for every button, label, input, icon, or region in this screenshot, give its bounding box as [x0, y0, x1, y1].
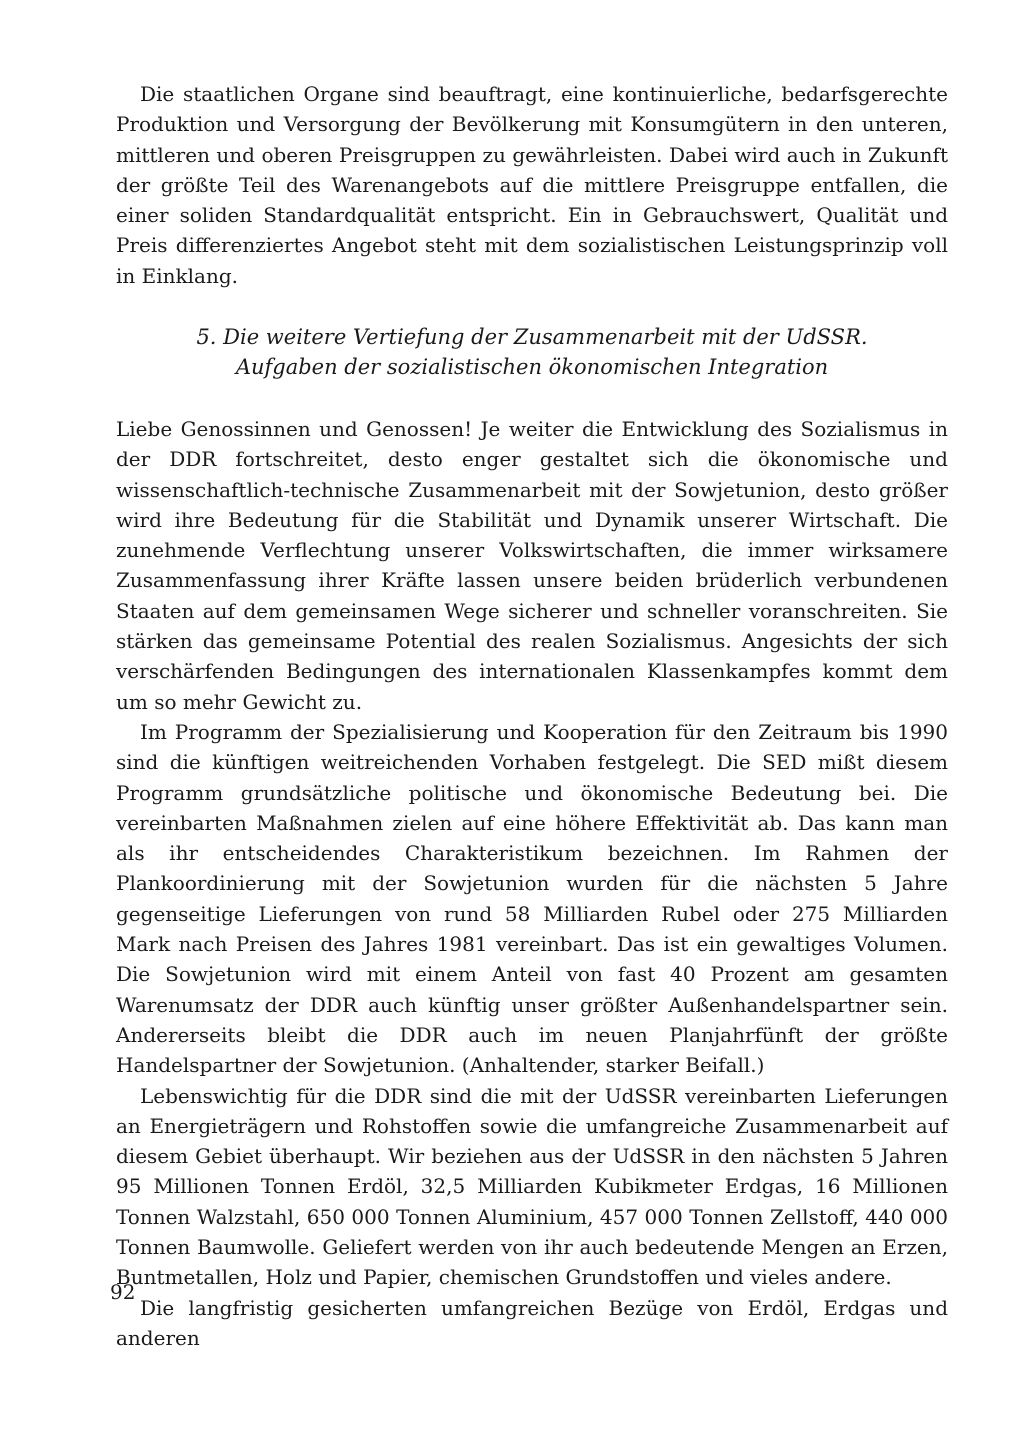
body-paragraph-1: Liebe Genossinnen und Genossen! Je weiter die Entwicklung des Sozialismus in der DDR fortschreitet, desto enger gestaltet sich die ökonomische und wissenschaftlich-technische Zusammenarbeit mit der Sowjetunion, desto größer wird ihre Bedeutung für die Stabilität und Dynamik unserer Wirtschaft. Die zunehmende Verflechtung unserer Volkswirtschaften, die immer wirksamere Zusammenfassung ihrer Kräfte lassen unsere beiden brüderlich verbundenen Staaten auf dem gemeinsamen Wege sicherer und schneller voranschreiten. Sie stärken das gemeinsame Potential des realen Sozialismus. Angesichts der sich verschärfenden Bedingungen des internationalen Klassenkampfes kommt dem um so mehr Gewicht zu. — [116, 417, 948, 714]
section-body — [116, 414, 948, 1353]
intro-paragraph-block — [116, 79, 948, 291]
body-paragraph-4: Die langfristig gesicherten umfangreichen Bezüge von Erdöl, Erdgas und anderen — [116, 1295, 948, 1350]
section-heading-line-2: Aufgaben der sozialistischen ökonomischen Integration — [235, 355, 829, 379]
page-number: 92 — [110, 1280, 136, 1304]
section-heading-line-1: 5. Die weitere Vertiefung der Zusammenarbeit mit der UdSSR. — [196, 325, 868, 349]
body-paragraph-3: Lebenswichtig für die DDR sind die mit der UdSSR vereinbarten Lieferungen an Energieträgern und Rohstoffen sowie die umfangreiche Zusammenarbeit auf diesem Gebiet überhaupt. Wir beziehen aus der UdSSR in den nächsten 5 Jahren 95 Millionen Tonnen Erdöl, 32,5 Milliarden Kubikmeter Erdgas, 16 Millionen Tonnen Walzstahl, 650 000 Tonnen Aluminium, 457 000 Tonnen Zellstoff, 440 000 Tonnen Baumwolle. Geliefert werden von ihr auch bedeutende Mengen an Erzen, Buntmetallen, Holz und Papier, chemischen Grundstoffen und vieles andere. — [116, 1083, 948, 1290]
intro-paragraph: Die staatlichen Organe sind beauftragt, eine kontinuierliche, bedarfsgerechte Produktion und Versorgung der Bevölkerung mit Konsumgütern in den unteren, mittleren und oberen Preisgruppen zu gewährleisten. Dabei wird auch in Zukunft der größte Teil des Warenangebots auf die mittlere Preisgruppe entfallen, die einer soliden Standardqualität entspricht. Ein in Gebrauchswert, Qualität und Preis differenziertes Angebot steht mit dem sozialistischen Leistungsprinzip voll in Einklang. — [116, 82, 948, 288]
section-heading — [116, 322, 948, 382]
body-paragraph-2: Im Programm der Spezialisierung und Kooperation für den Zeitraum bis 1990 sind die künftigen weitreichenden Vorhaben festgelegt. Die SED mißt diesem Programm grundsätzliche politische und ökonomische Bedeutung bei. Die vereinbarten Maßnahmen zielen auf eine höhere Effektivität ab. Das kann man als ihr entscheidendes Charakteristikum bezeichnen. Im Rahmen der Plankoordinierung mit der Sowjetunion wurden für die nächsten 5 Jahre gegenseitige Lieferungen von rund 58 Milliarden Rubel oder 275 Milliarden Mark nach Preisen des Jahres 1981 vereinbart. Das ist ein gewaltiges Volumen. Die Sowjetunion wird mit einem Anteil von fast 40 Prozent am gesamten Warenumsatz der DDR auch künftig unser größter Außenhandelspartner sein. Andererseits bleibt die DDR auch im neuen Planjahrfünft der größte Handelspartner der Sowjetunion. (Anhaltender, starker Beifall.) — [116, 719, 948, 1078]
